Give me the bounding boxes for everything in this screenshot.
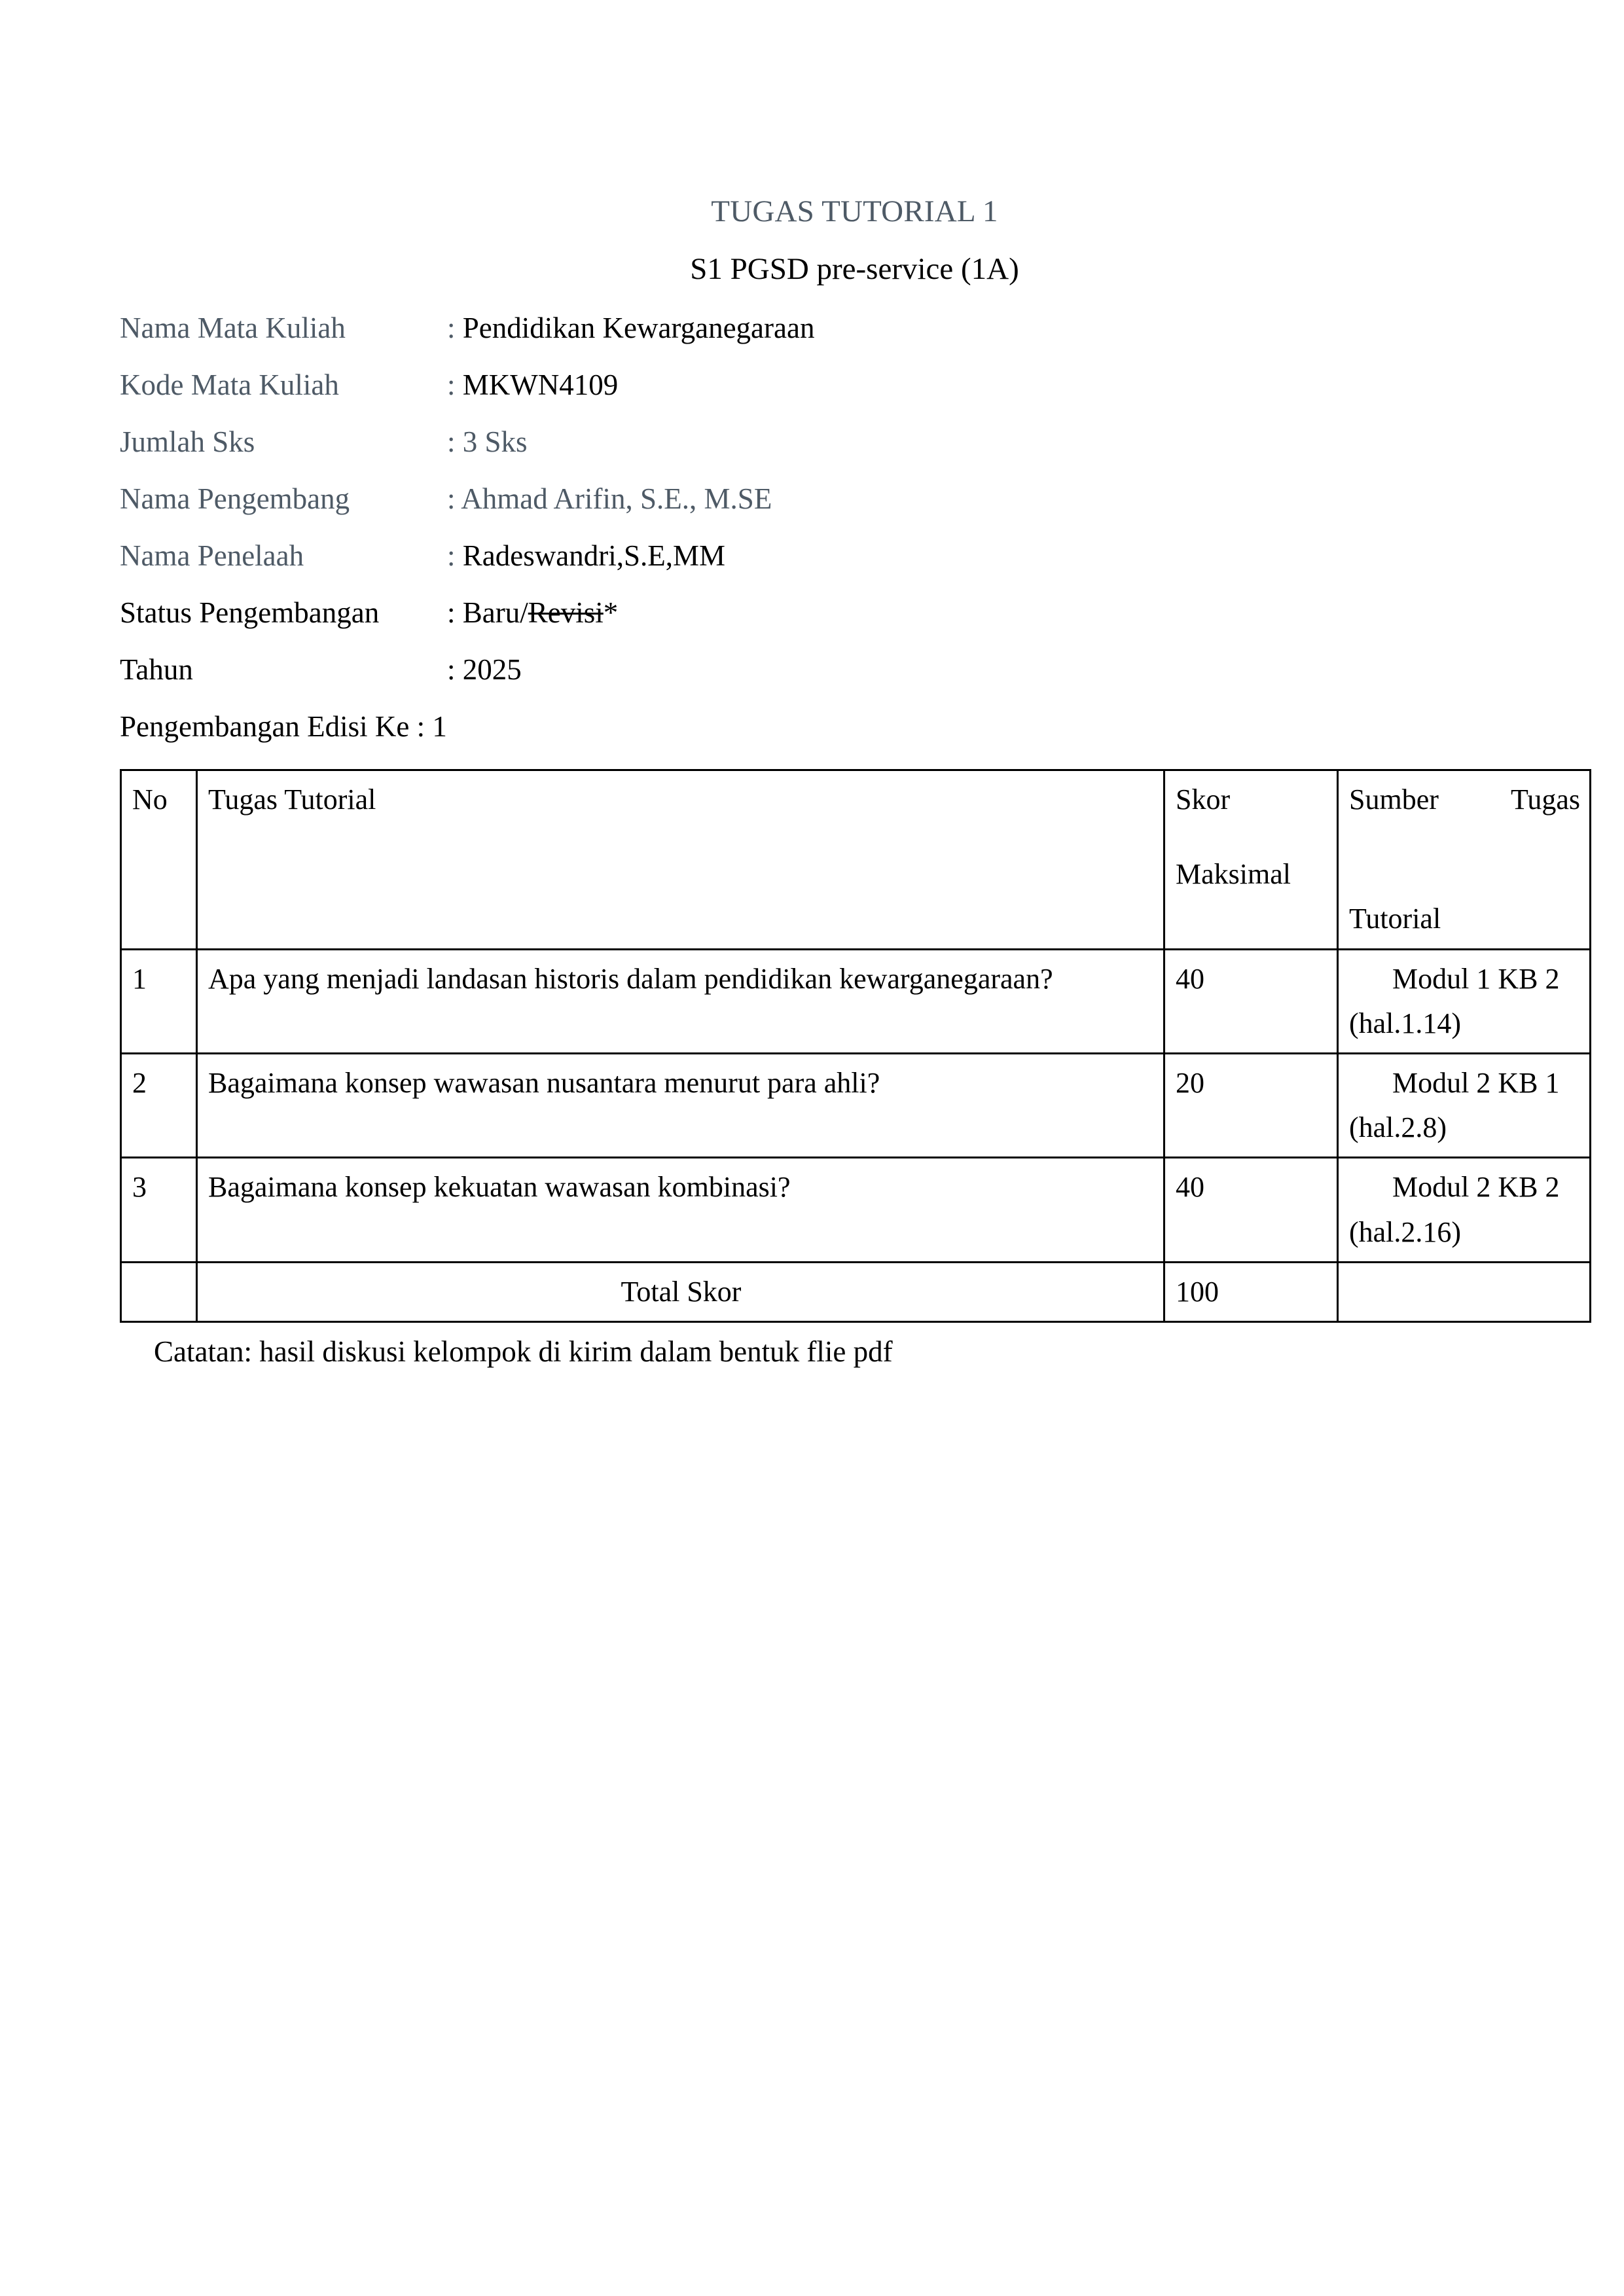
header-task-label: Tugas Tutorial bbox=[208, 783, 376, 816]
table-row bbox=[121, 1053, 1591, 1157]
page-subtitle: S1 PGSD pre-service (1A) bbox=[690, 252, 1019, 286]
meta-label-status-pengembangan: Status Pengembangan bbox=[120, 596, 380, 629]
meta-value-text-2: 3 Sks bbox=[462, 425, 528, 458]
meta-value-kode-mata-kuliah bbox=[447, 370, 618, 400]
meta-label-tahun: Tahun bbox=[120, 653, 193, 686]
meta-value-status-pengembangan bbox=[447, 598, 618, 628]
meta-label-nama-mata-kuliah: Nama Mata Kuliah bbox=[120, 312, 346, 344]
meta-row-kode-mata-kuliah bbox=[120, 370, 1589, 400]
meta-value-tahun bbox=[447, 655, 522, 685]
table-header-row bbox=[121, 770, 1591, 950]
row-cell-task: Bagaimana konsep kekuatan wawasan kombinasi? bbox=[197, 1158, 1164, 1262]
meta-value-text-3: Ahmad Arifin, S.E., M.SE bbox=[461, 482, 772, 515]
row-source-line2: (hal.2.16) bbox=[1349, 1215, 1462, 1248]
tugas-tutorial-table bbox=[120, 769, 1591, 1323]
header-cell-source bbox=[1338, 770, 1591, 950]
row-source-line2: (hal.1.14) bbox=[1349, 1007, 1462, 1039]
meta-row-tahun bbox=[120, 655, 1589, 685]
meta-label-jumlah-sks: Jumlah Sks bbox=[120, 425, 255, 458]
meta-value-jumlah-sks bbox=[447, 427, 528, 457]
row-cell-no: 2 bbox=[121, 1053, 197, 1157]
row-cell-source bbox=[1338, 949, 1591, 1053]
row-cell-source bbox=[1338, 1053, 1591, 1157]
meta-separator-1: : bbox=[447, 368, 456, 401]
meta-value-text-1: MKWN4109 bbox=[462, 368, 619, 401]
meta-row-pengembangan-edisi bbox=[120, 712, 1589, 742]
header-score-line2: Maksimal bbox=[1176, 858, 1291, 891]
total-cell-label: Total Skor bbox=[197, 1262, 1164, 1321]
metadata-block bbox=[120, 314, 1589, 742]
meta-label-nama-pengembang: Nama Pengembang bbox=[120, 482, 350, 515]
table-row bbox=[121, 949, 1591, 1053]
header-cell-no: No bbox=[121, 770, 197, 950]
total-cell-no bbox=[121, 1262, 197, 1321]
row-cell-score: 40 bbox=[1164, 1158, 1338, 1262]
table-total-row bbox=[121, 1262, 1591, 1321]
row-source-line1: Modul 2 KB 2 bbox=[1392, 1171, 1560, 1204]
row-source-line1: Modul 2 KB 1 bbox=[1392, 1066, 1560, 1099]
meta-row-nama-mata-kuliah bbox=[120, 314, 1589, 343]
status-value-asterisk: * bbox=[603, 596, 619, 629]
meta-value-text-tahun: 2025 bbox=[462, 653, 522, 686]
row-cell-no: 3 bbox=[121, 1158, 197, 1262]
row-source-line2: (hal.2.8) bbox=[1349, 1111, 1447, 1144]
meta-row-jumlah-sks bbox=[120, 427, 1589, 457]
total-cell-source bbox=[1338, 1262, 1591, 1321]
meta-separator-3: : bbox=[447, 482, 456, 515]
total-cell-score: 100 bbox=[1164, 1262, 1338, 1321]
meta-value-nama-pengembang bbox=[447, 484, 772, 514]
page-title: TUGAS TUTORIAL 1 bbox=[711, 194, 998, 228]
header-source-line2: Tutorial bbox=[1349, 903, 1441, 935]
meta-separator-4: : bbox=[447, 539, 456, 572]
row-source-line1: Modul 1 KB 2 bbox=[1392, 962, 1560, 995]
row-cell-task: Apa yang menjadi landasan historis dalam pendidikan kewarganegaraan? bbox=[197, 949, 1164, 1053]
meta-label-nama-penelaah: Nama Penelaah bbox=[120, 539, 304, 572]
row-cell-no: 1 bbox=[121, 949, 197, 1053]
meta-row-nama-pengembang bbox=[120, 484, 1589, 514]
meta-row-nama-penelaah bbox=[120, 541, 1589, 571]
meta-value-text-4: Radeswandri,S.E,MM bbox=[462, 539, 725, 572]
row-cell-source bbox=[1338, 1158, 1591, 1262]
footer-note: Catatan: hasil diskusi kelompok di kirim dalam bentuk flie pdf bbox=[154, 1335, 893, 1368]
meta-label-kode-mata-kuliah: Kode Mata Kuliah bbox=[120, 368, 339, 401]
meta-label-pengembangan-edisi: Pengembangan Edisi Ke : 1 bbox=[120, 710, 447, 743]
meta-separator-tahun: : bbox=[447, 653, 456, 686]
meta-separator-0: : bbox=[447, 312, 456, 344]
header-source-line1: Sumber Tugas bbox=[1349, 783, 1580, 816]
header-cell-task bbox=[197, 770, 1164, 950]
meta-separator-2: : bbox=[447, 425, 456, 458]
meta-row-status-pengembangan bbox=[120, 598, 1589, 628]
document-content bbox=[120, 196, 1589, 1367]
row-cell-score: 20 bbox=[1164, 1053, 1338, 1157]
row-cell-score: 40 bbox=[1164, 949, 1338, 1053]
row-cell-task: Bagaimana konsep wawasan nusantara menurut para ahli? bbox=[197, 1053, 1164, 1157]
meta-value-nama-penelaah bbox=[447, 541, 725, 571]
status-value-baru: Baru/ bbox=[462, 596, 528, 629]
header-cell-score bbox=[1164, 770, 1338, 950]
table-row bbox=[121, 1158, 1591, 1262]
meta-separator-status: : bbox=[447, 596, 456, 629]
header-score-line1: Skor bbox=[1176, 783, 1231, 816]
meta-value-text-0: Pendidikan Kewarganegaraan bbox=[462, 312, 815, 344]
meta-value-nama-mata-kuliah bbox=[447, 314, 814, 343]
status-value-revisi-struck: Revisi bbox=[528, 596, 604, 629]
